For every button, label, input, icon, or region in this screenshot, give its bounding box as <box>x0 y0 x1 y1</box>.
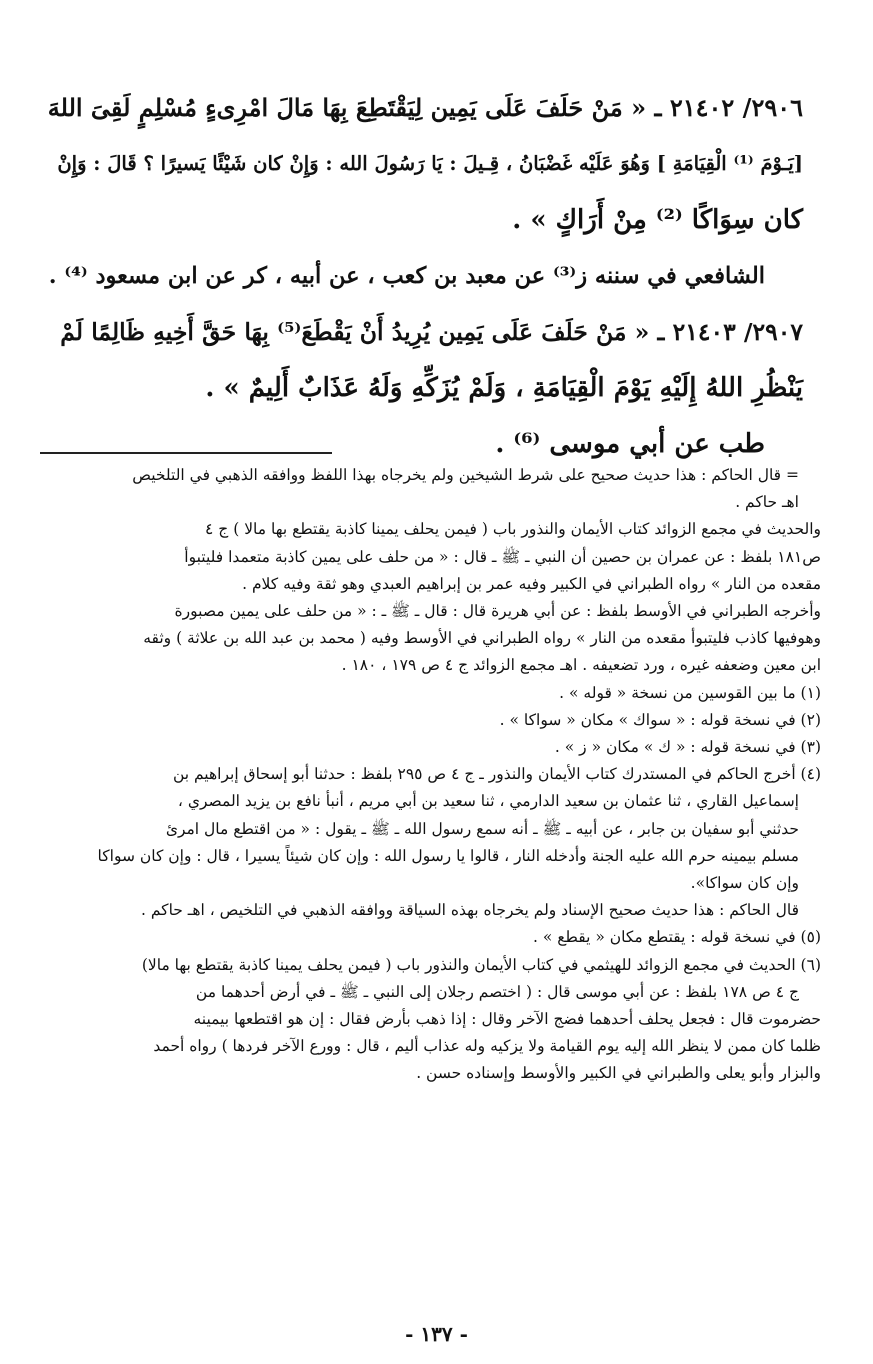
footnote-line: والحديث في مجمع الزوائد كتاب الأيمان والنذور باب ( فيمن يحلف يمينا كاذبة يقتطع بها مالا ) ج ٤ <box>205 520 821 539</box>
hadith-source: طب عن أبي موسى ⁽⁶⁾ . <box>495 429 765 459</box>
footnote-line: مقعده من النار » رواه الطبراني في الكبير وفيه عمر بن إبراهيم العبدي وهو ثقة وفيه كلام . <box>242 574 821 593</box>
footnote-item: (٤) أخرج الحاكم في المستدرك كتاب الأيمان والنذور ـ ج ٤ ص ٢٩٥ بلفظ : حدثنا أبو إسحاق إبراهيم بن <box>172 765 821 784</box>
footnote-divider <box>40 452 332 454</box>
footnote-line: حدثني أبو سفيان بن جابر ، عن أبيه ـ ﷺ ـ أنه سمع رسول الله ـ ﷺ ـ يقول : « من اقتطع مال امرئ <box>165 819 799 838</box>
footnote-line: وإن كان سواكا». <box>690 874 799 893</box>
hadith-line: [يَـوْمَ ⁽¹⁾ الْقِيَامَةِ ] وَهُوَ عَلَيْه غَضْبَانُ ، قِـيلَ : يَا رَسُولَ الله : وَإِنْ كان شَيْئًا يَسيرًا ؟ قَالَ : وَإِنْ <box>57 152 803 175</box>
footnote-line: قال الحاكم : هذا حديث صحيح الإسناد ولم يخرجاه بهذه السياقة ووافقه الذهبي في التلخيص ، اهـ حاكم . <box>141 901 799 920</box>
hadith-source: الشافعي في سننه ز⁽³⁾ عن معبد بن كعب ، عن أبيه ، كر عن ابن مسعود ⁽⁴⁾ . <box>48 263 765 289</box>
footnote-line: والبزار وأبو يعلى والطبراني في الكبير والأوسط وإسناده حسن . <box>416 1064 821 1083</box>
page-number: - ١٣٧ - <box>405 1322 468 1346</box>
footnote-item: (٦) الحديث في مجمع الزوائد للهيثمي في كتاب الأيمان والنذور باب ( فيمن يحلف يمينا كاذبة يقتطع بها مالا) <box>141 955 821 974</box>
footnote-line: مسلم بيمينه حرم الله عليه الجنة وأدخله النار ، قالوا يا رسول الله : وإن كان شيئاً يسيرا ، قال : وإن كان سواكا <box>97 846 799 865</box>
footnote-line: ص١٨١ بلفظ : عن عمران بن حصين أن النبي ـ ﷺ ـ قال : « من حلف على يمين كاذبة متعمدا فليتبوأ <box>184 547 821 566</box>
hadith-line: ٢٩٠٧/ ٢١٤٠٣ ـ « مَنْ حَلَفَ عَلَى يَمِين يُرِيدُ أَنْ يَقْطَعَ⁽⁵⁾ بِهَا حَقَّ أَخِيهِ ظَالِمًا لَمْ <box>60 318 803 346</box>
footnote-line: حضرموت قال : فجعل يحلف أحدهما فضج الآخر وقال : إذا ذهب بأرض فقال : إن هو اقتطعها بيمينه <box>193 1010 821 1029</box>
footnote-line: = قال الحاكم : هذا حديث صحيح على شرط الشيخين ولم يخرجاه بهذا اللفظ ووافقه الذهبي في التلخيص <box>132 466 799 484</box>
hadith-line: كان سِوَاكًا ⁽²⁾ مِنْ أَرَاكٍ » . <box>512 205 803 235</box>
footnote-item: (٢) في نسخة قوله : « سواك » مكان « سواكا » . <box>499 710 821 729</box>
hadith-line: ٢٩٠٦/ ٢١٤٠٢ ـ « مَنْ حَلَفَ عَلَى يَمِين لِيَقْتَطِعَ بِهَا مَالَ امْرِىءٍ مُسْلِمٍ لَقِىَ اللهَ <box>47 93 803 122</box>
hadith-line: يَنْظُرِ اللهُ إِلَيْهِ يَوْمَ الْقِيَامَةِ ، وَلَمْ يُزَكِّهِ وَلَهُ عَذَابٌ أَلِيمٌ » . <box>205 373 803 403</box>
footnote-line: ظلما كان ممن لا ينظر الله إليه يوم القيامة ولا يزكيه وله عذاب أليم ، قال : وورع الآخر فردها ) رواه أحمد <box>153 1037 821 1056</box>
hadith-text <box>48 80 803 472</box>
footnote-line: ج ٤ ص ١٧٨ بلفظ : عن أبي موسى قال : ( اختصم رجلان إلى النبي ـ ﷺ ـ في أرض أحدهما من <box>195 982 799 1001</box>
footnote-line: اهـ حاكم . <box>735 493 799 512</box>
footnote-line: وأخرجه الطبراني في الأوسط بلفظ : عن أبي هريرة قال : قال ـ ﷺ ـ : « من حلف على يمين مصبورة <box>174 602 821 621</box>
footnote-item: (٥) في نسخة قوله : يقتطع مكان « يقطع » . <box>533 928 821 947</box>
footnotes <box>30 462 821 1088</box>
footnote-item: (٣) في نسخة قوله : « ك » مكان « ز » . <box>554 738 821 757</box>
footnote-line: ابن معين وضعفه غيره ، ورد تضعيفه . اهـ مجمع الزوائد ج ٤ ص ١٧٩ ، ١٨٠ . <box>341 656 821 675</box>
footnote-line: وهوفيها كاذب فليتبوأ مقعده من النار » رواه الطبراني في الأوسط وفيه ( محمد بن عبد الله بن علاثة ) وثقه <box>143 629 821 648</box>
footnote-line: إسماعيل القاري ، ثنا عثمان بن سعيد الدارمي ، ثنا سعيد بن أبي مريم ، أنبأ نافع بن يزيد المصري ، <box>177 792 799 811</box>
footnote-item: (١) ما بين القوسين من نسخة « قوله » . <box>559 683 821 702</box>
